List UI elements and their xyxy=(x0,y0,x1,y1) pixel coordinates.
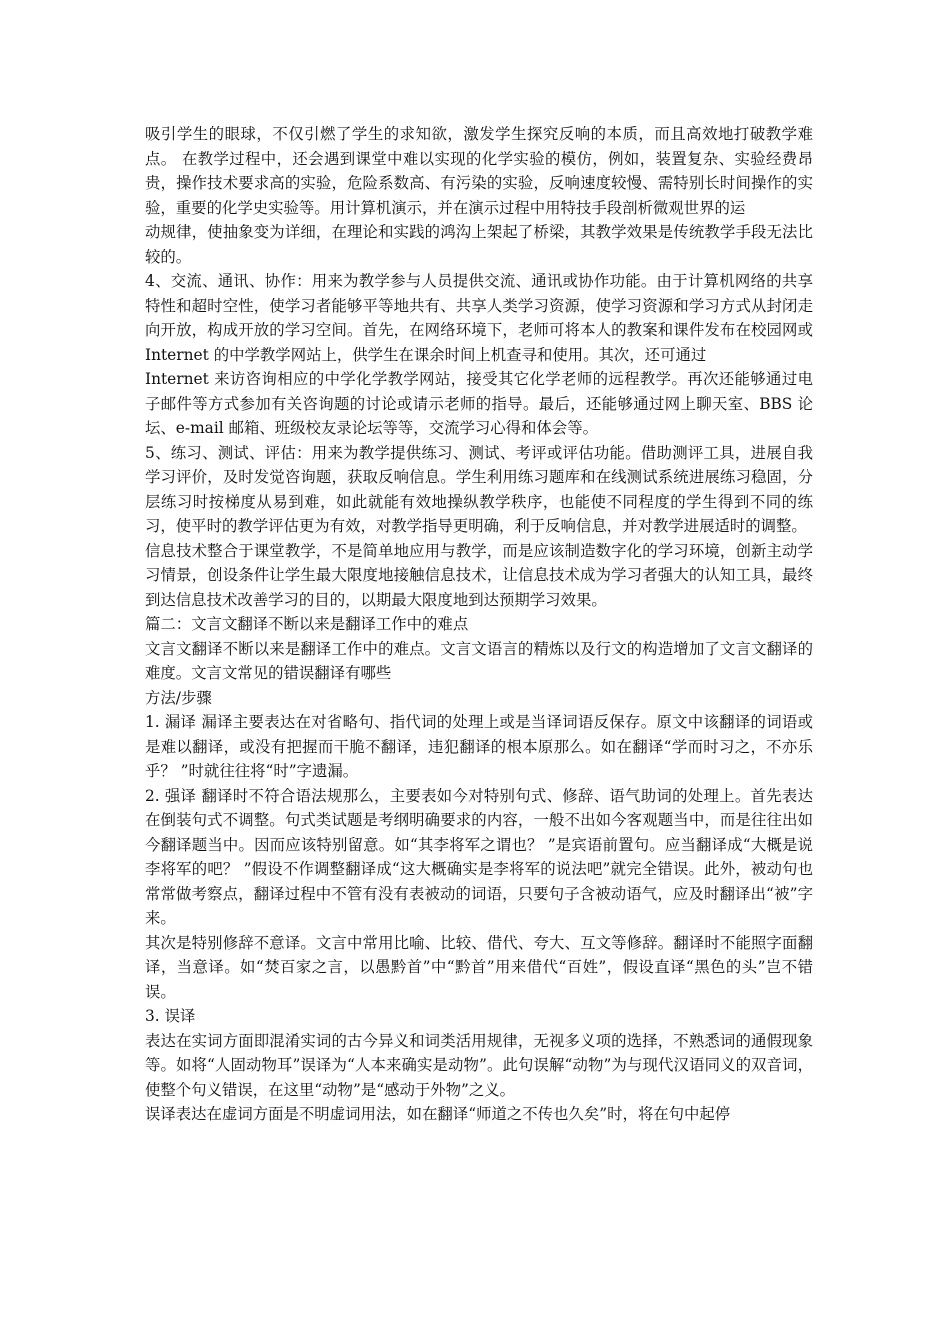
paragraph-communication: 4、交流、通讯、协作：用来为教学参与人员提供交流、通讯或协作功能。由于计算机网络的共享特性和超时空性，使学习者能够平等地共有、共享人类学习资源，使学习资源和学习方式从封闭走向开放，构成开放的学习空间。首先，在网络环境下，老师可将本人的教案和课件发布在校园网或 Internet 的中学教学网站上，供学生在课余时间上机查寻和使用。其次，还可通过 xyxy=(145,272,813,364)
subheading-methods: 方法/步骤 xyxy=(145,688,212,707)
document-body xyxy=(145,122,813,1127)
paragraph-motion-law: 动规律，使抽象变为详细，在理论和实践的鸿沟上架起了桥梁，其教学效果是传统教学手段无法比较的。 xyxy=(145,223,813,266)
section-heading-part-two: 篇二：文言文翻译不断以来是翻译工作中的难点 xyxy=(145,615,469,633)
paragraph-function-words: 误译表达在虚词方面是不明虚词用法，如在翻译“师道之不传也久矣”时，将在句中起停 xyxy=(145,1105,731,1123)
paragraph-chem-experiments: 吸引学生的眼球，不仅引燃了学生的求知欲，激发学生探究反响的本质，而且高效地打破教学难点。 在教学过程中，还会遇到课堂中难以实现的化学实验的模仿，例如，装置复杂、实验经费昂贵，操作技术要求高的实验，危险系数高、有污染的实验，反响速度较慢、需特别长时间操作的实验，重要的化学史实验等。用计算机演示，并在演示过程中用特技手段剖析微观世界的运 xyxy=(145,125,813,217)
paragraph-rhetoric: 其次是特别修辞不意译。文言中常用比喻、比较、借代、夸大、互文等修辞。翻译时不能照字面翻译，当意译。如“焚百家之言，以愚黔首”中“黔首”用来借代“百姓”，假设直译“黑色的头”岂不错误。 xyxy=(145,933,813,1001)
subheading-mistranslation: 3. 误译 xyxy=(145,1007,196,1025)
paragraph-internet: Internet 来访咨询相应的中学化学教学网站，接受其它化学老师的远程教学。再次还能够通过电子邮件等方式参加有关咨询题的讨论或请示老师的指导。最后，还能够通过网上聊天室、BBS 论坛、e-mail 邮箱、班级校友录论坛等等，交流学习心得和体会等。 xyxy=(145,370,813,437)
paragraph-omission: 1. 漏译 漏译主要表达在对省略句、指代词的处理上或是当译词语反保存。原文中该翻译的词语或是难以翻译，或没有把握而干脆不翻译，违犯翻译的根本原那么。如在翻译“学而时习之，不亦乐乎？ ”时就往往将“时”字遗漏。 xyxy=(145,713,813,780)
paragraph-forced-translation: 2. 强译 翻译时不符合语法规那么，主要表如今对特别句式、修辞、语气助词的处理上。首先表达在倒装句式不调整。句式类试题是考纲明确要求的内容，一般不出如今客观题当中，而是往往出如今翻译题当中。因而应该特别留意。如“其李将军之谓也？ ”是宾语前置句。应当翻译成“大概是说李将军的吧？ ”假设不作调整翻译成“这大概确实是李将军的说法吧”就完全错误。此外，被动句也常常做考察点，翻译过程中不管有没有表被动的词语，只要句子含被动语气，应及时翻译出“被”字来。 xyxy=(145,786,813,927)
paragraph-classical-intro: 文言文翻译不断以来是翻译工作中的难点。文言文语言的精炼以及行文的构造增加了文言文翻译的难度。文言文常见的错误翻译有哪些 xyxy=(145,639,813,682)
paragraph-content-words: 表达在实词方面即混淆实词的古今异义和词类活用规律，无视多义项的选择，不熟悉词的通假现象等。如将“人固动物耳”误译为“人本来确实是动物”。此句误解“动物”为与现代汉语同义的双音词，使整个句义错误，在这里“动物”是“感动于外物”之义。 xyxy=(145,1031,813,1099)
paragraph-practice-testing: 5、练习、测试、评估：用来为教学提供练习、测试、考评或评估功能。借助测评工具，进展自我学习评价，及时发觉咨询题，获取反响信息。学生利用练习题库和在线测试系统进展练习稳固，分层练习时按梯度从易到难，如此就能有效地操纵教学秩序，也能使不同程度的学生得到不同的练习，使平时的教学评估更为有效，对教学指导更明确，利于反响信息，并对教学进展适时的调整。 xyxy=(145,443,813,535)
paragraph-it-integration: 信息技术整合于课堂教学，不是简单地应用与教学，而是应该制造数字化的学习环境，创新主动学习情景，创设条件让学生最大限度地接触信息技术，让信息技术成为学习者强大的认知工具，最终到达信息技术改善学习的目的，以期最大限度地到达预期学习效果。 xyxy=(145,541,813,609)
